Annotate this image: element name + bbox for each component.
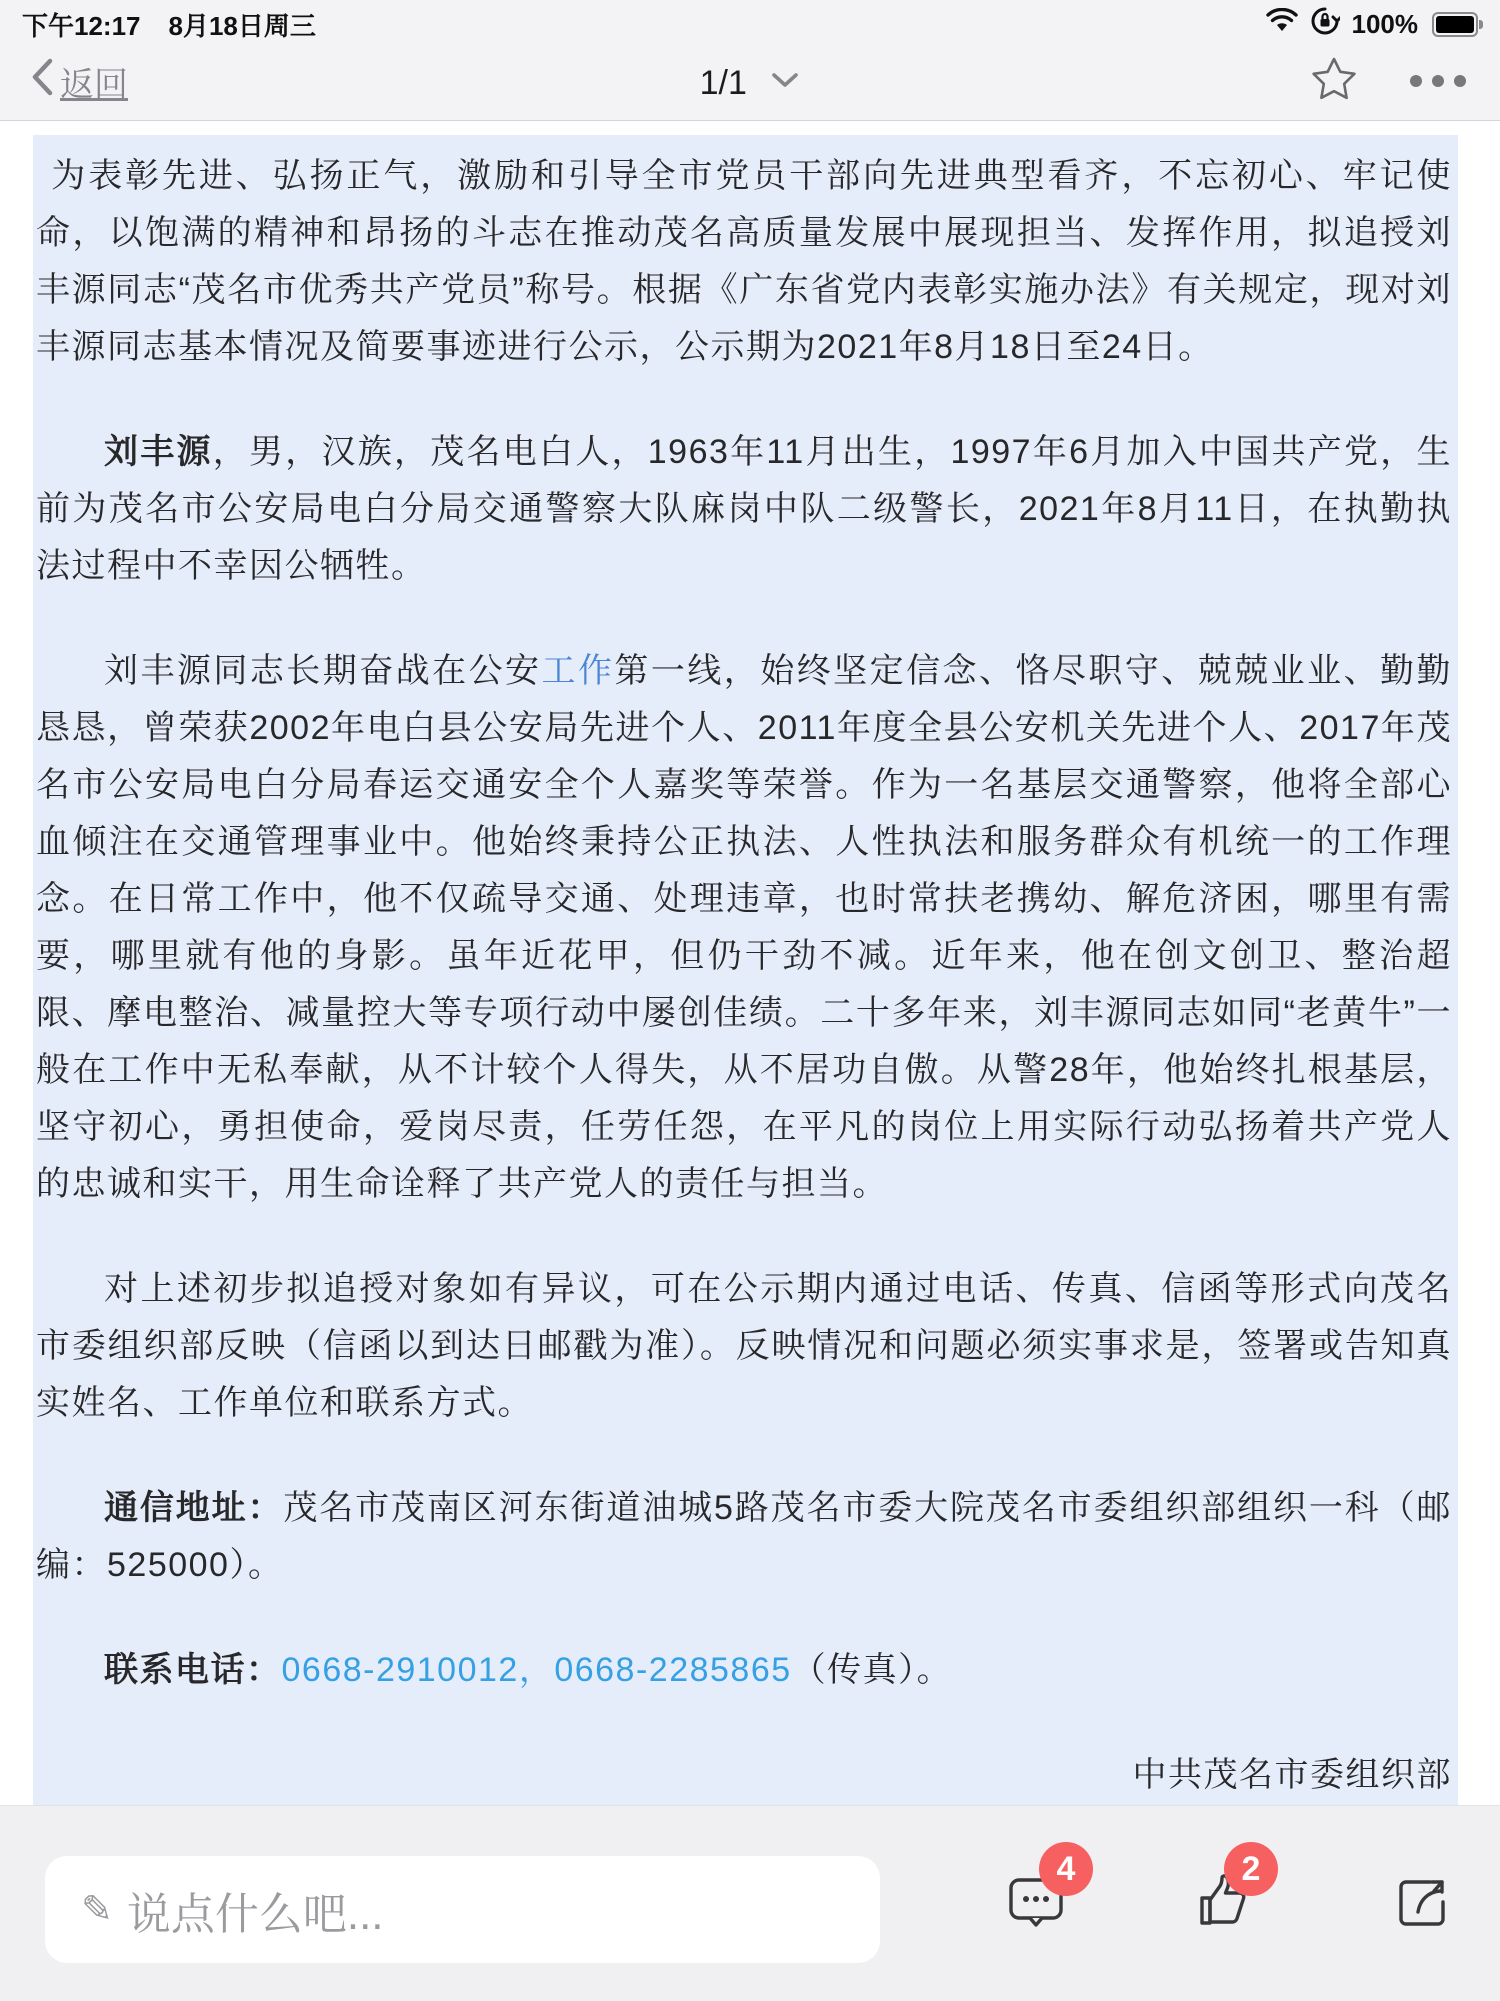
phone-label: 联系电话： [104,1651,282,1689]
text-run: ，男，汉族，茂名电白人，1963年11月出生，1997年6月加入中国共产党，生前为茂名市公安局电白分局交通警察大队麻岗中队二级警长，2021年8月11日，在执勤执法过程中不幸因公牺牲。 [36,433,1453,585]
share-icon [1388,1868,1458,1938]
status-bar [0,6,1500,42]
page-selector[interactable] [0,60,1500,103]
address-value: 茂名市茂南区河东街道油城5路茂名市委大院茂名市委组织部组织一科（邮编：525000）。 [36,1489,1452,1584]
paragraph-phone [36,1642,1452,1699]
status-date: 8月18日周三 [168,10,316,41]
battery-percent: 100% [1351,8,1418,39]
signature: 中共茂名市委组织部 [1132,1756,1452,1794]
text-run: 第一线，始终坚定信念、恪尽职守、兢兢业业、勤勤恳恳，曾荣获2002年电白县公安局先进个人、2011年度全县公安机关先进个人、2017年茂名市公安局电白分局春运交通安全个人嘉奖等荣誉。作为一名基层交通警察，他将全部心血倾注在交通管理事业中。他始终秉持公正执法、人性执法和服务群众有机统一的工作理念。在日常工作中，他不仅疏导交通、处理违章，也时常扶老携幼、解危济困，哪里有需要，哪里就有他的身影。虽年近花甲，但仍干劲不减。近年来，他在创文创卫、整治超限、摩电整治、减量控大等专项行动中屡创佳绩。二十多年来，刘丰源同志如同“老黄牛”一般在工作中无私奉献，从不计较个人得失，从不居功自傲。从警28年，他始终扎根基层，坚守初心，勇担使命，爱岗尽责，任劳任怨，在平凡的岗位上用实际行动弘扬着共产党人的忠诚和实干，用生命诠释了共产党人的责任与担当。 [36,652,1453,1203]
chevron-down-icon [770,60,800,99]
comment-bar [0,1805,1500,2001]
selected-text-block[interactable] [33,135,1458,1810]
like-count-badge: 2 [1224,1842,1278,1896]
inline-link[interactable]: 工作 [541,652,615,690]
paragraph-address [36,1480,1452,1594]
text-run: 对上述初步拟追授对象如有异议，可在公示期内通过电话、传真、信函等形式向茂名市委组织部反映（信函以到达日邮戳为准）。反映情况和问题必须实事求是，签署或告知真实姓名、工作单位和联系方式。 [36,1270,1452,1422]
wifi-icon [1266,8,1298,41]
share-button[interactable] [1388,1868,1458,1938]
page-indicator-text: 1/1 [699,63,747,102]
status-time: 下午12:17 [22,10,141,41]
comments-button[interactable] [1003,1849,1076,1938]
nav-bar [0,44,1500,118]
document-page [0,121,1500,1805]
paragraph-intro [36,148,1452,376]
rotation-lock-icon [1310,6,1340,43]
like-button[interactable] [1188,1849,1261,1938]
address-label: 通信地址： [104,1489,284,1527]
paragraph-objection [36,1261,1452,1432]
comment-placeholder: 说点什么吧... [126,1889,384,1939]
comment-input[interactable] [45,1856,880,1963]
paragraph-bio [36,424,1452,595]
star-icon[interactable] [1310,56,1358,107]
back-label: 返回 [60,65,128,104]
text-run: 刘丰源同志长期奋战在公安 [104,652,542,690]
pencil-icon: ✎ [81,1889,113,1931]
comment-count-badge: 4 [1039,1842,1093,1896]
battery-full-icon [1432,12,1478,37]
phone-numbers-link[interactable]: 0668-2910012，0668-2285865 [281,1651,792,1689]
top-chrome [0,0,1500,121]
paragraph-deeds [36,643,1452,1213]
ellipsis-icon[interactable] [1410,75,1466,87]
person-name: 刘丰源 [104,433,213,471]
text-run: 为表彰先进、弘扬正气，激励和引导全市党员干部向先进典型看齐，不忘初心、牢记使命，以饱满的精神和昂扬的斗志在推动茂名高质量发展中展现担当、发挥作用，拟追授刘丰源同志“茂名市优秀共产党员”称号。根据《广东省党内表彰实施办法》有关规定，现对刘丰源同志基本情况及简要事迹进行公示，公示期为2021年8月18日至24日。 [36,157,1452,366]
text-run: （传真）。 [791,1651,953,1689]
